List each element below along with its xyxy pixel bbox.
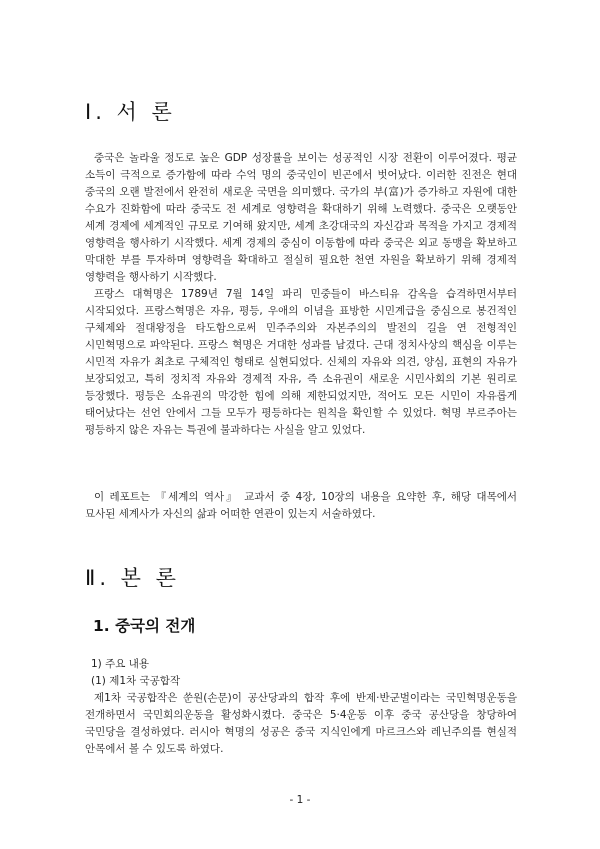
intro-paragraph-2: 프랑스 대혁명은 1789년 7월 14일 파리 민중들이 바스티유 감옥을 습격하면서부터 시작되었다. 프랑스혁명은 자유, 평등, 우애의 이념을 표방한 시민계급을 중심으로 봉건적인 구체제와 절대왕정을 타도함으로써 민주주의와 자본주의의 발전의 길을 연 전형적인 시민혁명으로 파악된다. 프랑스 혁명은 거대한 성과를 남겼다. 근대 정치사상의 핵심을 이루는 시민적 자유가 최초로 구체적인 형태로 실현되었다. 신체의 자유와 의견, 양심, 표현의 자유가 보장되었고, 특히 정치적 자유와 경제적 자유, 즉 소유권이 새로운 시민사회의 기본 원리로 등장했다. 평등은 소유권의 막강한 힘에 의해 제한되었지만, 적어도 모든 시민이 자유롭게 태어났다는 선언 안에서 그들 모두가 평등하다는 원칙을 확인할 수 있었다. 혁명 부르주아는 평등하지 않은 자유는 특권에 불과하다는 사실을 알고 있었다. <box>85 288 517 436</box>
subsection-heading: 1. 중국의 전개 <box>93 617 196 635</box>
page-number: - 1 - <box>289 794 311 806</box>
section-heading-body: Ⅱ. 본 론 <box>85 566 180 590</box>
section-heading-introduction: Ⅰ. 서 론 <box>85 100 176 124</box>
list-item-main-content: 1) 주요 내용 <box>91 658 150 670</box>
body-paragraph-1: 제1차 국공합작은 쑨원(손문)이 공산당과의 합작 후에 반제·반군벌이라는 국민혁명운동을 전개하면서 국민회의운동을 활성화시켰다. 중국은 5·4운동 이후 중국 공산당을 창당하여 국민당을 결성하였다. 러시아 혁명의 성공은 중국 지식인에게 마르크스와 레닌주의를 현실적 안목에서 볼 수 있도록 하였다. <box>85 692 517 755</box>
intro-paragraph-1: 중국은 놀라울 정도로 높은 GDP 성장률을 보이는 성공적인 시장 전환이 이루어졌다. 평균 소득이 극적으로 증가함에 따라 수억 명의 중국인이 빈곤에서 벗어났다. 이러한 진전은 현대 중국의 오랜 발전에서 완전히 새로운 국면을 의미했다. 국가의 부(富)가 증가하고 자원에 대한 수요가 진화함에 따라 중국도 전 세계로 영향력을 확대하기 위해 노력했다. 중국은 오랫동안 세계 경제에 세계적인 규모로 기여해 왔지만, 세계 초강대국의 자신감과 목적을 가지고 경제적 영향력을 행사하기 시작했다. 세계 경제의 중심이 이동함에 따라 중국은 외교 동맹을 확보하고 막대한 부를 투자하며 영향력을 확대하고 절실히 필요한 천연 자원을 확보하기 위해 경제적 영향력을 행사하기 시작했다. <box>85 152 517 283</box>
list-item-first-united-front: (1) 제1차 국공합작 <box>91 675 181 687</box>
intro-paragraph-3: 이 레포트는 『세계의 역사』 교과서 중 4장, 10장의 내용을 요약한 후, 해당 대목에서 묘사된 세계사가 자신의 삶과 어떠한 연관이 있는지 서술하였다. <box>85 491 517 520</box>
